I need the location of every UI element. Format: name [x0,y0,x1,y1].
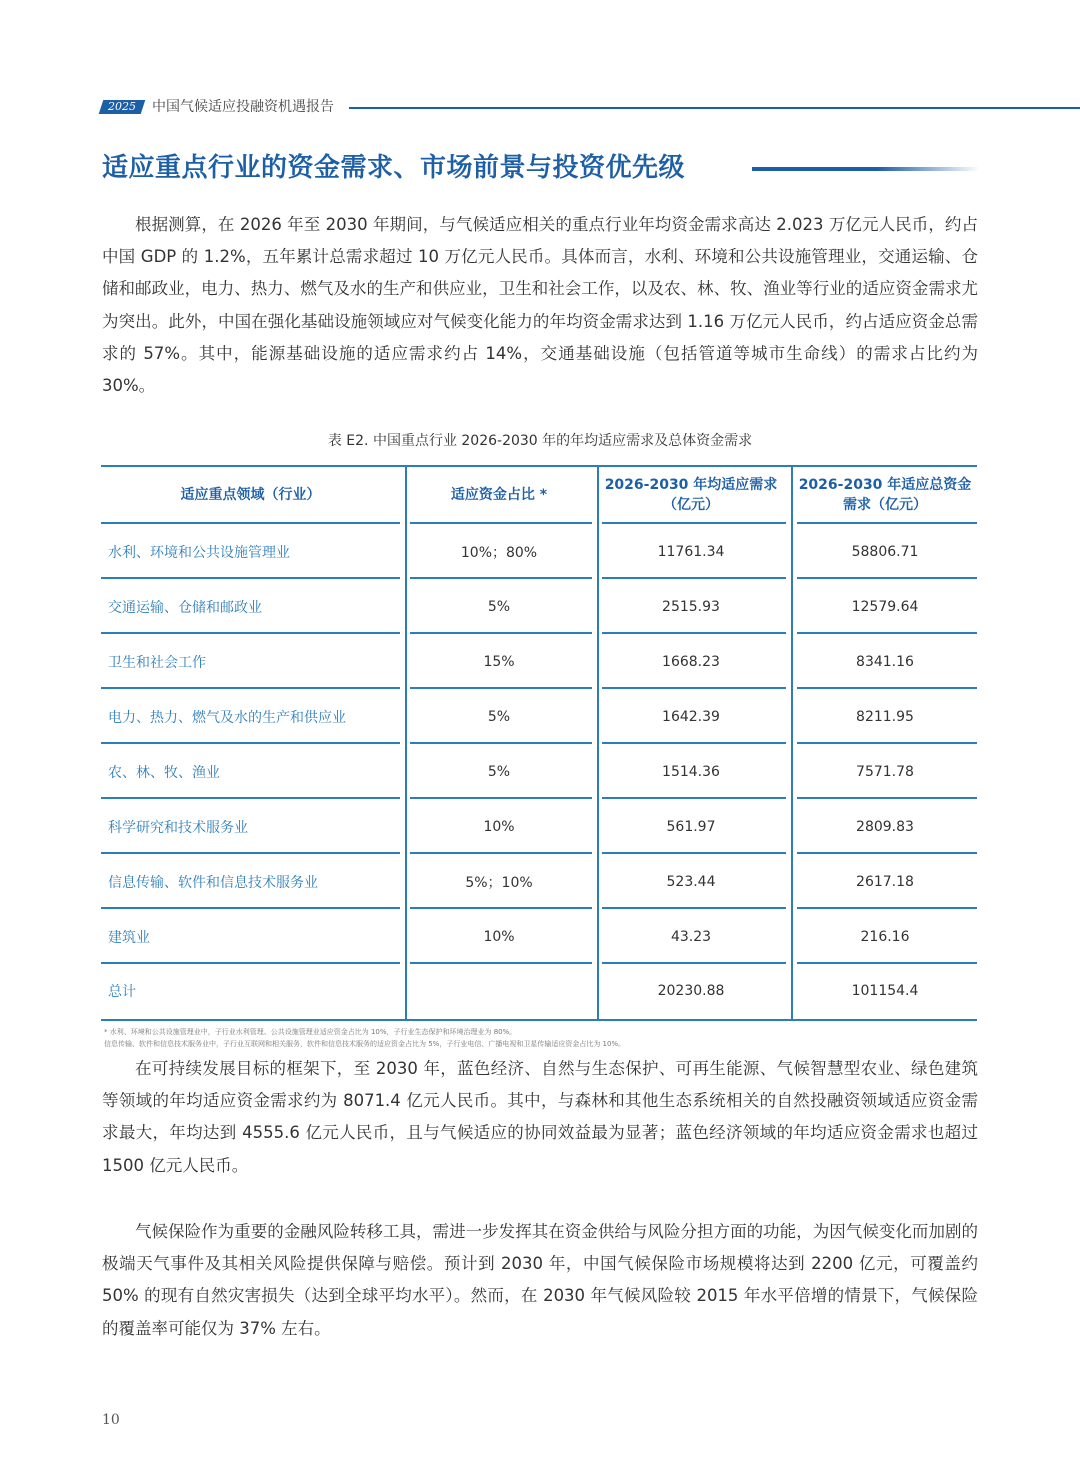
table-footnote: 信息传输、软件和信息技术服务业中，子行业互联网和相关服务，软件和信息技术服务的适应资金占比为 5%，子行业电信、广播电视和卫星传输适应资金占比为 10%。 [104,1040,626,1048]
row-divider [602,632,786,634]
row-total: 58806.71 [851,543,919,560]
title-rule [752,167,980,171]
row-divider [602,797,786,799]
row-sector: 农、林、牧、渔业 [108,764,220,781]
row-sector: 信息传输、软件和信息技术服务业 [108,874,318,891]
row-sector: 水利、环境和公共设施管理业 [108,544,290,561]
header-sector: 适应重点领域（行业） [180,486,321,503]
row-divider [410,797,592,799]
table-footnote: * 水利、环境和公共设施管理业中，子行业水利管理、公共设施管理业适应资金占比为 10%，子行业生态保护和环境治理业为 80%。 [104,1028,517,1036]
row-sector: 建筑业 [108,929,150,946]
row-divider [410,962,592,964]
row-divider [797,742,977,744]
row-divider [602,522,786,524]
row-divider [797,687,977,689]
row-divider [101,687,400,689]
table-row-total [101,964,977,1017]
table-row [101,579,977,634]
row-sector: 电力、热力、燃气及水的生产和供应业 [108,709,346,726]
table-row [101,634,977,689]
row-annual: 11761.34 [657,543,725,560]
row-divider [101,907,400,909]
row-divider [602,742,786,744]
table-row [101,909,977,964]
header-annual: 2026-2030 年均适应需求（亿元） [604,476,778,513]
paragraph-2: 在可持续发展目标的框架下，至 2030 年，蓝色经济、自然与生态保护、可再生能源、气候智慧型农业、绿色建筑等领域的年均适应资金需求约为 8071.4 亿元人民币。其中，与森林和其他生态系统相关的自然投融资领域适应资金需求最大，年均达到 4555.6 亿元人民币，且与气候适应的协同效益最为显著；蓝色经济领域的年均适应资金需求也超过 1500 亿元人民币。 [102,1059,978,1175]
header-rule [349,107,1080,109]
row-divider [101,632,400,634]
row-divider [101,742,400,744]
row-divider [410,522,592,524]
row-sector: 交通运输、仓储和邮政业 [108,599,262,616]
column-divider [597,467,599,1019]
row-divider [410,742,592,744]
row-share: 10%；80% [460,544,538,561]
row-annual: 1668.23 [662,653,720,670]
row-annual: 2515.93 [662,598,720,615]
table-row [101,744,977,799]
table-row [101,854,977,909]
table-caption: 表 E2. 中国重点行业 2026-2030 年的年均适应需求及总体资金需求 [327,433,753,449]
row-divider [101,797,400,799]
row-share: 10% [483,928,515,945]
row-divider [797,852,977,854]
row-sector: 科学研究和技术服务业 [108,819,248,836]
row-divider [797,907,977,909]
row-divider [410,687,592,689]
row-share: 15% [483,653,515,670]
column-divider [791,467,793,1019]
row-share: 5% [487,708,511,725]
row-annual: 1642.39 [662,708,720,725]
row-divider [602,577,786,579]
row-divider [797,577,977,579]
table-header-row [101,467,977,522]
row-divider [602,687,786,689]
row-share: 5% [487,763,511,780]
row-sector: 总计 [108,983,136,1000]
row-annual: 561.97 [666,818,716,835]
row-total: 12579.64 [851,598,919,615]
row-divider [797,962,977,964]
paragraph-3: 气候保险作为重要的金融风险转移工具，需进一步发挥其在资金供给与风险分担方面的功能，为因气候变化而加剧的极端天气事件及其相关风险提供保障与赔偿。预计到 2030 年，中国气候保险市场规模将达到 2200 亿元，可覆盖约 50% 的现有自然灾害损失（达到全球平均水平）。然而，在 2030 年气候风险较 2015 年水平倍增的情景下，气候保险的覆盖率可能仅为 37% 左右。 [102,1222,978,1338]
header-total: 2026-2030 年适应总资金需求（亿元） [798,476,972,513]
row-divider [101,522,400,524]
row-share: 5% [487,598,511,615]
row-divider [797,522,977,524]
row-annual: 20230.88 [657,982,725,999]
row-divider [602,962,786,964]
row-divider [797,632,977,634]
row-total: 7571.78 [856,763,914,780]
header-year: 2025 [108,100,136,113]
header-share: 适应资金占比 * [450,486,548,503]
section-title: 适应重点行业的资金需求、市场前景与投资优先级 [102,153,686,183]
row-annual: 523.44 [666,873,716,890]
row-divider [101,962,400,964]
row-share: 10% [483,818,515,835]
row-total: 8341.16 [856,653,914,670]
row-divider [101,577,400,579]
row-total: 2809.83 [856,818,914,835]
table-row [101,689,977,744]
row-share [406,964,592,1017]
row-total: 8211.95 [856,708,914,725]
running-header [0,96,1080,122]
row-divider [602,852,786,854]
row-divider [797,797,977,799]
row-share: 5%；10% [465,874,533,891]
row-annual: 1514.36 [662,763,720,780]
row-annual: 43.23 [670,928,712,945]
row-divider [602,907,786,909]
row-divider [101,852,400,854]
row-sector: 卫生和社会工作 [108,654,206,671]
row-total: 101154.4 [851,982,919,999]
row-total: 216.16 [860,928,910,945]
row-divider [410,852,592,854]
report-title: 中国气候适应投融资机遇报告 [152,99,334,115]
data-table [101,465,977,1021]
row-total: 2617.18 [856,873,914,890]
table-row [101,799,977,854]
row-divider [410,632,592,634]
table-row [101,524,977,579]
row-divider [410,907,592,909]
page-number: 10 [102,1412,120,1428]
row-divider [410,577,592,579]
column-divider [405,467,407,1019]
paragraph-1: 根据测算，在 2026 年至 2030 年期间，与气候适应相关的重点行业年均资金需求高达 2.023 万亿元人民币，约占中国 GDP 的 1.2%，五年累计总需求超过 10 万亿元人民币。具体而言，水利、环境和公共设施管理业，交通运输、仓储和邮政业，电力、热力、燃气及水的生产和供应业，卫生和社会工作，以及农、林、牧、渔业等行业的适应资金需求尤为突出。此外，中国在强化基础设施领域应对气候变化能力的年均资金需求达到 1.16 万亿元人民币，约占适应资金总需求的 57%。其中，能源基础设施的适应需求约占 14%，交通基础设施（包括管道等城市生命线）的需求占比约为 30%。 [102,215,978,396]
